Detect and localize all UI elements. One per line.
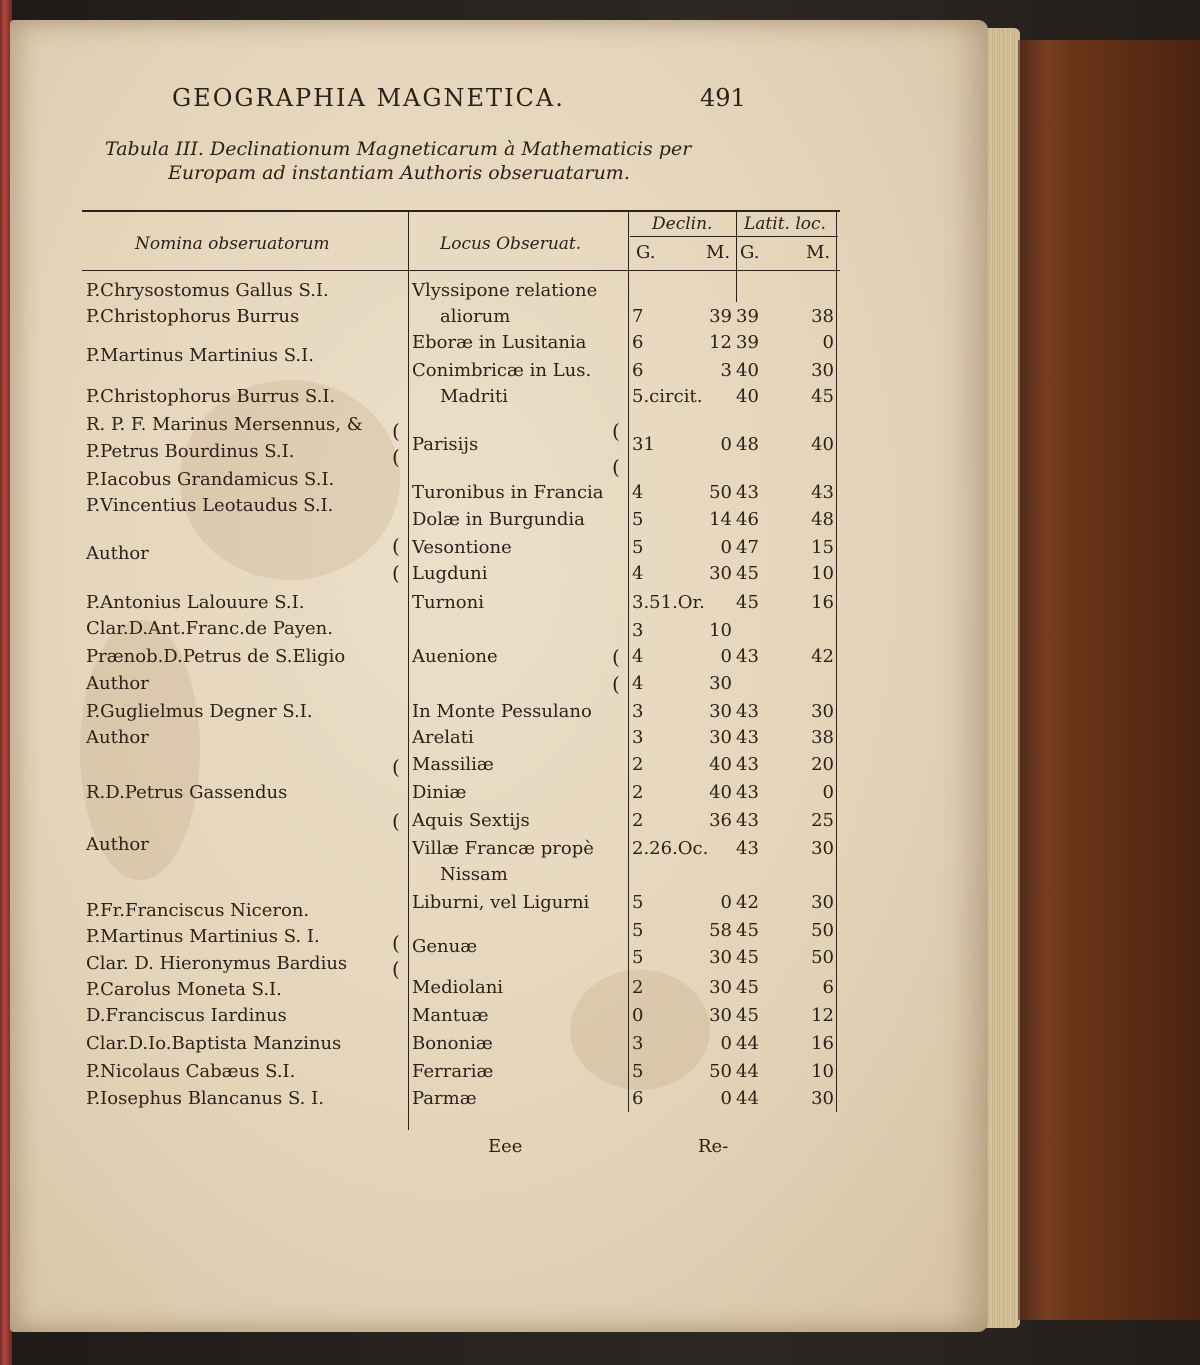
latitude-degrees: 45: [736, 977, 759, 998]
observation-place: Villæ Francæ propè: [412, 838, 594, 859]
observer-name: P.Iacobus Grandamicus S.I.: [86, 469, 335, 490]
declination-minutes: 0: [720, 1033, 732, 1054]
latitude-minutes: 20: [811, 754, 834, 775]
declination-minutes: 30: [709, 977, 732, 998]
cover-shadow: [1018, 40, 1048, 1320]
declination-degrees: 5: [632, 1061, 644, 1082]
declination-degrees: 6: [632, 1088, 644, 1109]
header-g2: G.: [740, 242, 760, 263]
latitude-degrees: 40: [736, 386, 759, 407]
brace: (: [392, 561, 400, 585]
declination-minutes: 10: [709, 620, 732, 641]
latitude-minutes: 16: [811, 592, 834, 613]
observation-place: Genuæ: [412, 936, 478, 957]
latitude-minutes: 43: [811, 482, 834, 503]
declination-minutes: [676, 836, 732, 862]
declination-degrees: 4: [632, 673, 644, 694]
declination-minutes: 0: [720, 1088, 732, 1109]
declination-minutes: [676, 590, 732, 616]
latitude-degrees: 45: [736, 920, 759, 941]
observer-name: P.Iosephus Blancanus S. I.: [86, 1088, 324, 1109]
observation-place: Turnoni: [412, 592, 484, 613]
latitude-degrees: 43: [736, 810, 759, 831]
observer-name: Clar.D.Ant.Franc.de Payen.: [86, 618, 333, 639]
declination-minutes: 30: [709, 673, 732, 694]
latitude-minutes: 30: [811, 360, 834, 381]
latitude-degrees: 44: [736, 1033, 759, 1054]
header-names: Nomina obseruatorum: [135, 234, 330, 254]
declination-minutes: 36: [709, 810, 732, 831]
observation-place: Parisijs: [412, 434, 479, 455]
declin-sub-rule: [630, 236, 838, 237]
brace: (: [392, 931, 400, 955]
observation-place: Massiliæ: [412, 754, 494, 775]
observer-name: P.Christophorus Burrus: [86, 306, 300, 327]
page-number: 491: [700, 84, 746, 112]
latitude-degrees: [736, 671, 768, 697]
latitude-minutes: 30: [811, 838, 834, 859]
observer-name: P.Christophorus Burrus S.I.: [86, 386, 336, 407]
latitude-degrees: 45: [736, 947, 759, 968]
declination-minutes: 50: [709, 1061, 732, 1082]
observation-place: Conimbricæ in Lus.: [412, 360, 592, 381]
declination-degrees: 5: [632, 947, 644, 968]
signature-mark: Eee: [488, 1136, 523, 1157]
observation-place: Arelati: [412, 727, 474, 748]
latitude-minutes: 38: [811, 727, 834, 748]
declination-minutes: 30: [709, 701, 732, 722]
declination-degrees: 5: [632, 509, 644, 530]
observation-place: Dolæ in Burgundia: [412, 509, 585, 530]
table-top-rule: [82, 210, 840, 212]
declination-degrees: 0: [632, 1005, 644, 1026]
declination-degrees: 2: [632, 977, 644, 998]
declination-minutes: 0: [720, 434, 732, 455]
observation-place: Bononiæ: [412, 1033, 493, 1054]
latitude-degrees: 39: [736, 332, 759, 353]
observation-place: Parmæ: [412, 1088, 477, 1109]
brace: (: [392, 957, 400, 981]
declination-degrees: 3: [632, 701, 644, 722]
declination-degrees: 3: [632, 1033, 644, 1054]
latitude-minutes: 15: [811, 537, 834, 558]
latitude-degrees: 45: [736, 592, 759, 613]
observer-name: P.Martinus Martinius S. I.: [86, 926, 320, 947]
observation-place: Madriti: [440, 386, 509, 407]
observer-name: P.Chrysostomus Gallus S.I.: [86, 280, 329, 301]
declination-degrees: 2: [632, 810, 644, 831]
latitude-degrees: 43: [736, 838, 759, 859]
latitude-degrees: 43: [736, 482, 759, 503]
header-m1: M.: [706, 242, 731, 263]
declination-degrees: 3: [632, 727, 644, 748]
latitude-minutes: 38: [811, 306, 834, 327]
declination-minutes: 40: [709, 782, 732, 803]
observation-place: Vesontione: [412, 537, 512, 558]
latitude-minutes: 12: [811, 1005, 834, 1026]
declination-degrees: 6: [632, 360, 644, 381]
declination-degrees: 3.51.Or.: [632, 592, 705, 613]
latitude-degrees: 44: [736, 1088, 759, 1109]
latitude-degrees: 43: [736, 727, 759, 748]
latitude-degrees: 48: [736, 434, 759, 455]
observer-name: Author: [86, 727, 149, 748]
table-caption-line-1: Tabula III. Declinationum Magneticarum à Mathematicis per: [105, 138, 692, 160]
observer-name: Prænob.D.Petrus de S.Eligio: [86, 646, 346, 667]
latitude-degrees: 43: [736, 701, 759, 722]
declination-minutes: 50: [709, 482, 732, 503]
observer-name: Author: [86, 543, 149, 564]
observation-place: Mantuæ: [412, 1005, 489, 1026]
brace: (: [612, 672, 620, 696]
observation-place: Eboræ in Lusitania: [412, 332, 587, 353]
latitude-degrees: 40: [736, 360, 759, 381]
declination-degrees: 2: [632, 782, 644, 803]
observation-place: Vlyssipone relatione: [412, 280, 598, 301]
latitude-minutes: 10: [811, 563, 834, 584]
place-declin-divider: [628, 212, 629, 1112]
observation-place: Lugduni: [412, 563, 488, 584]
declination-degrees: 2.26.Oc.: [632, 838, 709, 859]
latitude-minutes: 48: [811, 509, 834, 530]
observer-name: Author: [86, 673, 149, 694]
observer-name: Clar.D.Io.Baptista Manzinus: [86, 1033, 342, 1054]
latitude-degrees: 44: [736, 1061, 759, 1082]
brace: (: [392, 419, 400, 443]
latitude-minutes: 50: [811, 920, 834, 941]
observation-place: Ferrariæ: [412, 1061, 494, 1082]
declination-minutes: 0: [720, 537, 732, 558]
observation-place: Turonibus in Francia: [412, 482, 604, 503]
observer-name: P.Guglielmus Degner S.I.: [86, 701, 313, 722]
header-place: Locus Obseruat.: [440, 234, 582, 254]
latitude-minutes: 6: [822, 977, 834, 998]
observer-name: R. P. F. Marinus Mersennus, &: [86, 414, 363, 435]
latitude-minutes: 50: [811, 947, 834, 968]
latitude-degrees: 39: [736, 306, 759, 327]
declination-minutes: 30: [709, 1005, 732, 1026]
latitude-minutes: 40: [811, 434, 834, 455]
header-g1: G.: [636, 242, 656, 263]
observation-place: Diniæ: [412, 782, 467, 803]
header-bottom-rule: [82, 270, 840, 271]
declin-latit-divider: [736, 212, 737, 302]
declination-minutes: 40: [709, 754, 732, 775]
declination-minutes: 30: [709, 947, 732, 968]
header-latit: Latit. loc.: [744, 214, 826, 234]
declination-minutes: [676, 384, 732, 410]
observer-name: P.Martinus Martinius S.I.: [86, 345, 314, 366]
declination-minutes: 30: [709, 727, 732, 748]
names-place-divider: [408, 212, 409, 1130]
running-head: GEOGRAPHIA MAGNETICA.: [172, 84, 565, 112]
observation-place: Auenione: [412, 646, 498, 667]
right-table-edge: [836, 212, 837, 1112]
declination-degrees: 5.circit.: [632, 386, 703, 407]
declination-degrees: 31: [632, 434, 655, 455]
latitude-degrees: 45: [736, 563, 759, 584]
latitude-minutes: 10: [811, 1061, 834, 1082]
latitude-degrees: 45: [736, 1005, 759, 1026]
observation-place: Mediolani: [412, 977, 504, 998]
declination-minutes: 0: [720, 892, 732, 913]
latitude-minutes: [784, 618, 834, 644]
latitude-minutes: 42: [811, 646, 834, 667]
declination-minutes: 3: [720, 360, 732, 381]
declination-degrees: 7: [632, 306, 644, 327]
declination-degrees: 3: [632, 620, 644, 641]
declination-degrees: 2: [632, 754, 644, 775]
brace: (: [392, 445, 400, 469]
latitude-degrees: 43: [736, 754, 759, 775]
brace: (: [392, 534, 400, 558]
latitude-minutes: 25: [811, 810, 834, 831]
observer-name: P.Fr.Franciscus Niceron.: [86, 900, 310, 921]
latitude-degrees: 46: [736, 509, 759, 530]
declination-degrees: 4: [632, 646, 644, 667]
latitude-degrees: [736, 618, 768, 644]
latitude-minutes: [784, 671, 834, 697]
header-declin: Declin.: [652, 214, 713, 234]
declination-degrees: 6: [632, 332, 644, 353]
declination-degrees: 5: [632, 892, 644, 913]
declination-minutes: 30: [709, 563, 732, 584]
declination-degrees: 5: [632, 537, 644, 558]
observation-place: Aquis Sextijs: [412, 810, 530, 831]
observer-name: Clar. D. Hieronymus Bardius: [86, 953, 348, 974]
declination-minutes: 58: [709, 920, 732, 941]
latitude-degrees: 43: [736, 646, 759, 667]
brace: (: [612, 455, 620, 479]
latitude-minutes: 30: [811, 892, 834, 913]
observer-name: D.Franciscus Iardinus: [86, 1005, 287, 1026]
latitude-degrees: 42: [736, 892, 759, 913]
table-caption-line-2: Europam ad instantiam Authoris obseruatarum.: [168, 162, 630, 184]
observer-name: P.Antonius Lalouure S.I.: [86, 592, 305, 613]
observer-name: R.D.Petrus Gassendus: [86, 782, 288, 803]
observer-name: P.Carolus Moneta S.I.: [86, 979, 282, 1000]
observation-place: aliorum: [440, 306, 511, 327]
observer-name: Author: [86, 834, 149, 855]
latitude-minutes: 30: [811, 701, 834, 722]
declination-minutes: 39: [709, 306, 732, 327]
observer-name: P.Vincentius Leotaudus S.I.: [86, 495, 334, 516]
brace: (: [612, 419, 620, 443]
declination-minutes: 0: [720, 646, 732, 667]
declination-degrees: 4: [632, 563, 644, 584]
observation-place: Nissam: [440, 864, 508, 885]
observation-place: In Monte Pessulano: [412, 701, 592, 722]
latitude-minutes: 0: [822, 782, 834, 803]
brace: (: [392, 755, 400, 779]
latitude-minutes: 0: [822, 332, 834, 353]
observer-name: P.Nicolaus Cabæus S.I.: [86, 1061, 296, 1082]
latitude-degrees: 43: [736, 782, 759, 803]
observer-name: P.Petrus Bourdinus S.I.: [86, 441, 295, 462]
catchword: Re-: [698, 1136, 729, 1157]
latitude-minutes: 30: [811, 1088, 834, 1109]
observation-place: Liburni, vel Ligurni: [412, 892, 590, 913]
latitude-minutes: 45: [811, 386, 834, 407]
brace: (: [392, 809, 400, 833]
latitude-degrees: 47: [736, 537, 759, 558]
brace: (: [612, 645, 620, 669]
declination-degrees: 5: [632, 920, 644, 941]
declination-minutes: 12: [709, 332, 732, 353]
latitude-minutes: 16: [811, 1033, 834, 1054]
declination-minutes: 14: [709, 509, 732, 530]
declination-degrees: 4: [632, 482, 644, 503]
header-m2: M.: [806, 242, 831, 263]
